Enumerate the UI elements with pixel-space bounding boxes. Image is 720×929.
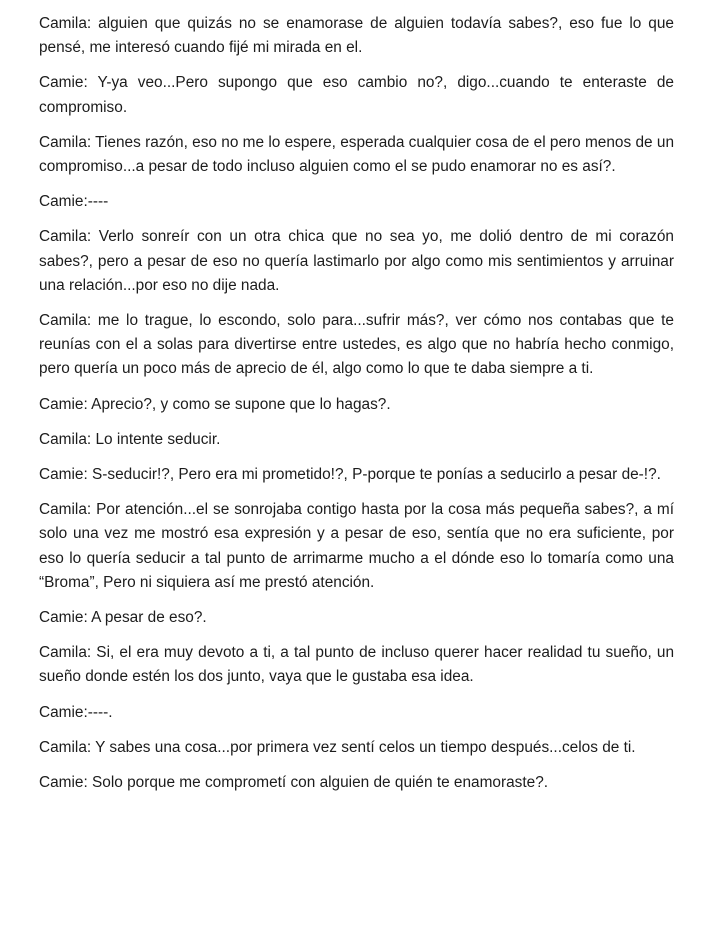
dialogue-paragraph: Camie: Y-ya veo...Pero supongo que eso cambio no?, digo...cuando te enteraste de compromiso. (39, 74, 674, 116)
dialogue-paragraph: Camila: Por atención...el se sonrojaba contigo hasta por la cosa más pequeña sabes?, a mí solo una vez me mostró esa expresión y a pesar de eso, sentía que no era suficiente, por eso lo quería seducir a tal punto de arrimarme mucho a el dónde eso lo tomaría como una “Broma”, Pero ni siquiera así me prestó atención. (39, 501, 674, 591)
dialogue-paragraph: Camila: Verlo sonreír con un otra chica que no sea yo, me dolió dentro de mi corazón sabes?, pero a pesar de eso no quería lastimarlo por algo como mis sentimientos y arruinar una relación...por eso no dije nada. (39, 228, 674, 294)
dialogue-paragraph: Camila: Si, el era muy devoto a ti, a tal punto de incluso querer hacer realidad tu sueño, un sueño donde estén los dos junto, vaya que le gustaba esa idea. (39, 644, 674, 686)
dialogue-paragraph: Camila: me lo trague, lo escondo, solo para...sufrir más?, ver cómo nos contabas que te reunías con el a solas para divertirse entre ustedes, es algo que no habría hecho conmigo, pero quería un poco más de aprecio de él, algo como lo que te daba siempre a ti. (39, 312, 674, 378)
dialogue-paragraph: Camie:---- (39, 193, 109, 211)
dialogue-paragraph: Camila: Lo intente seducir. (39, 430, 221, 448)
dialogue-paragraph: Camie: S-seducir!?, Pero era mi prometido!?, P-porque te ponías a seducirlo a pesar de-!?. (39, 466, 661, 484)
dialogue-paragraph: Camie:----. (39, 703, 113, 721)
dialogue-paragraph: Camila: Tienes razón, eso no me lo espere, esperada cualquier cosa de el pero menos de un compromiso...a pesar de todo incluso alguien como el se pudo enamorar no es así?. (39, 133, 674, 176)
dialogue-paragraph: Camie: Aprecio?, y como se supone que lo hagas?. (39, 395, 391, 413)
dialogue-paragraph: Camie: A pesar de eso?. (39, 609, 207, 627)
dialogue-paragraph: Camila: alguien que quizás no se enamorase de alguien todavía sabes?, eso fue lo que pensé, me interesó cuando fijé mi mirada en el. (39, 15, 674, 57)
dialogue-paragraph: Camila: Y sabes una cosa...por primera vez sentí celos un tiempo después...celos de ti. (39, 738, 636, 756)
dialogue-paragraph: Camie: Solo porque me comprometí con alguien de quién te enamoraste?. (39, 774, 549, 792)
